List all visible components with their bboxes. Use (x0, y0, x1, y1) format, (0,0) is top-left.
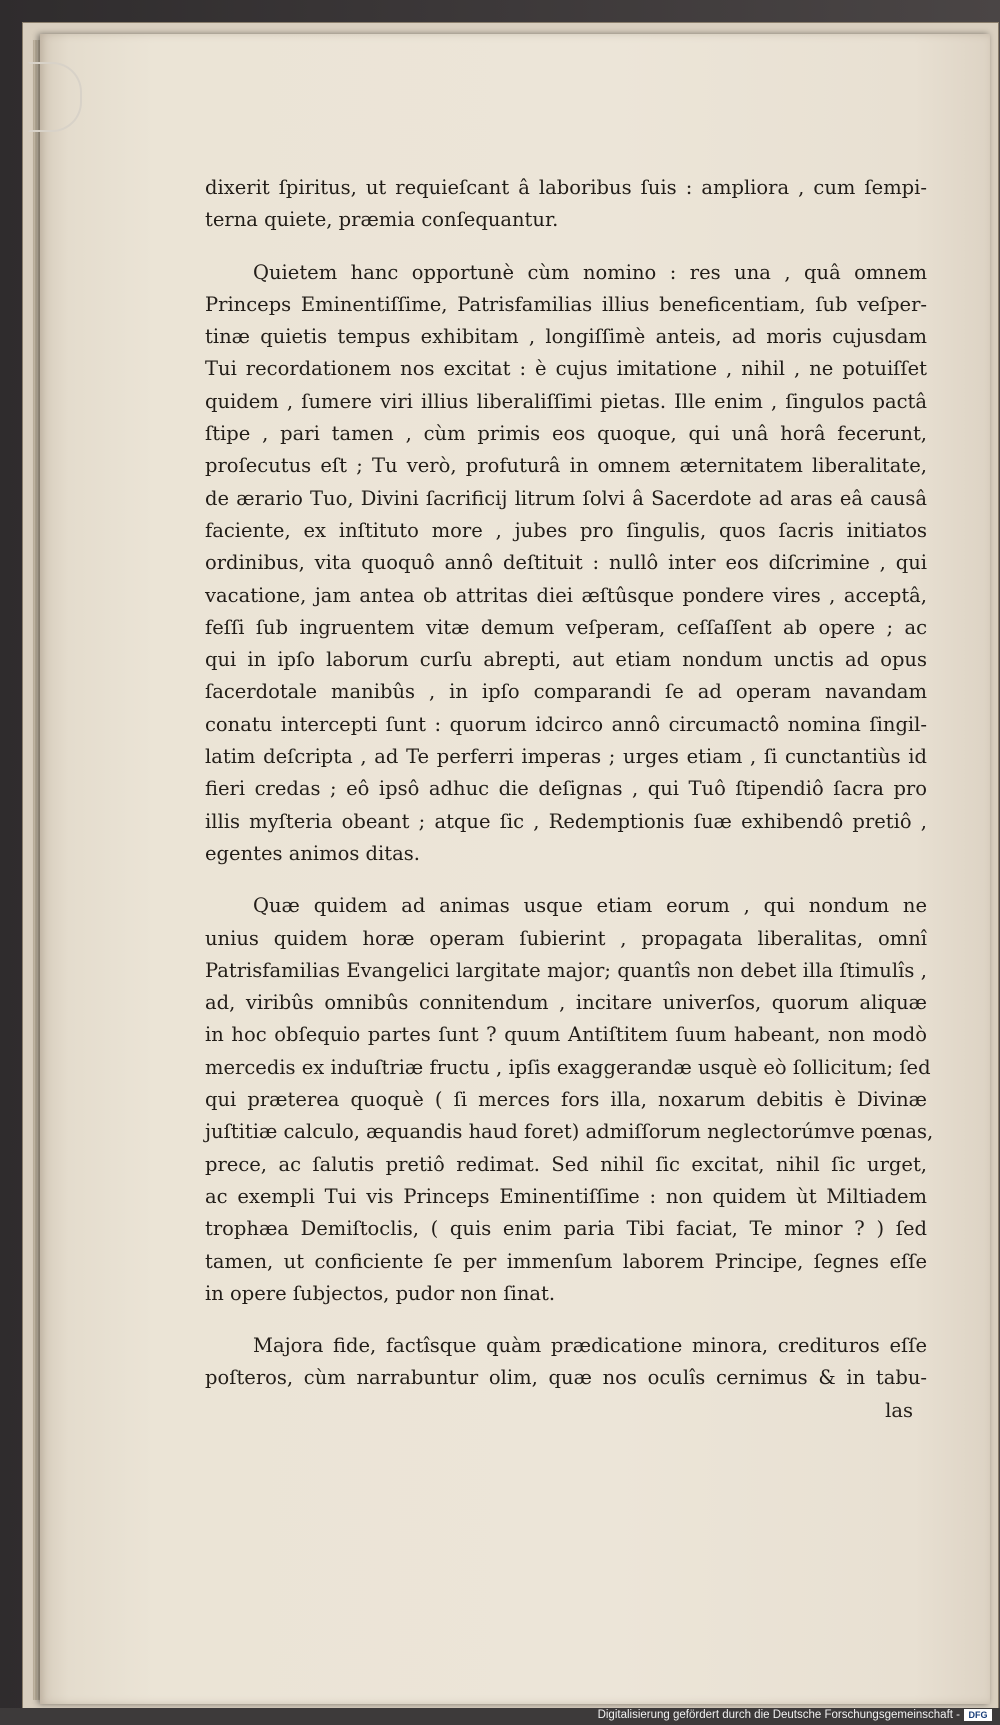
text-line: ſacerdotale manibûs , in ipſo comparandi ſe ad operam navandam (205, 680, 927, 704)
digitization-credit: Digitalisierung gefördert durch die Deutsche Forschungsgemeinschaft - (597, 1709, 960, 1721)
text-line: ordinibus, vita quoquô annô deſtituit : nullô inter eos diſcrimine , qui (205, 551, 927, 575)
text-line: ad, viribûs omnibûs connitendum , incitare univerſos, quorum aliquæ (205, 991, 927, 1015)
text-line: de ærario Tuo, Divini ſacrificij litrum ſolvi â Sacerdote ad aras eâ causâ (205, 486, 927, 510)
text-line: in opere ſubjectos, pudor non ſinat. (205, 1281, 556, 1305)
page-text (205, 172, 934, 1427)
text-line: faciente, ex inſtituto more , jubes pro ſingulis, quos ſacris initiatos (205, 518, 927, 542)
text-line: Patrisfamilias Evangelici largitate major; quantîs non debet illa ſtimulîs , (205, 958, 927, 982)
text-line: quidem , ſumere viri illius liberaliſſimi pietas. Ille enim , ſingulos pactâ (205, 389, 927, 413)
text-line: poſteros, cùm narrabuntur olim, quæ nos oculîs cernimus & in tabu- (205, 1366, 927, 1390)
text-line: qui in ipſo laborum curſu abrepti, aut etiam nondum unctis ad opus (205, 648, 927, 672)
text-line: Quietem hanc opportunè cùm nomino : res una , quâ omnem (253, 260, 927, 284)
catchword: las (885, 1398, 913, 1422)
text-line: qui præterea quoquè ( ſi merces fors illa, noxarum debitis è Divinæ (205, 1088, 927, 1112)
text-line: dixerit ſpiritus, ut requieſcant â laboribus ſuis : ampliora , cum ſempi- (205, 176, 927, 199)
text-line: in hoc obſequio partes ſunt ? quum Antiſtitem ſuum habeant, non modò (205, 1023, 927, 1047)
text-line: trophæa Demiſtoclis, ( quis enim paria Tibi faciat, Te minor ? ) ſed (205, 1217, 927, 1241)
text-line: latim deſcripta , ad Te perferri imperas ; urges etiam , ſi cunctantiùs id (205, 745, 927, 769)
text-line: vacatione, jam antea ob attritas diei æſtûsque pondere vires , acceptâ, (205, 583, 927, 607)
page-tab-ring (28, 62, 82, 132)
text-line: illis myſteria obeant ; atque ſic , Redemptionis ſuæ exhibendô pretiô , (205, 809, 927, 833)
text-line: Tui recordationem nos excitat : è cujus imitatione , nihil , ne potuiſſet (205, 357, 927, 381)
text-line: unius quidem horæ operam ſubierint , propagata liberalitas, omnî (205, 926, 927, 950)
text-line: mercedis ex induſtriæ fructu , ipſis exaggerandæ usquè eò ſollicitum; ſed (205, 1055, 931, 1079)
text-line: Majora fide, factîsque quàm prædicatione minora, credituros eſſe (253, 1334, 927, 1358)
dfg-logo: DFG (964, 1709, 992, 1721)
text-line: terna quiete, præmia conſequantur. (205, 208, 559, 232)
text-line: tamen, ut conficiente ſe per immenſum laborem Principe, ſegnes eſſe (205, 1249, 927, 1273)
text-line: tinæ quietis tempus exhibitam , longiſſimè anteis, ad moris cujusdam (205, 325, 927, 349)
text-line: Quæ quidem ad animas usque etiam eorum , qui nondum ne (253, 894, 927, 918)
text-line: feſſi ſub ingruentem vitæ demum veſperam, ceſſaſſent ab opere ; ac (205, 615, 927, 639)
text-line: proſecutus eſt ; Tu verò, profuturâ in omnem æternitatem liberalitate, (205, 454, 927, 478)
text-line: ac exempli Tui vis Princeps Eminentiſſime : non quidem ùt Miltiadem (205, 1184, 927, 1208)
text-line: Princeps Eminentiſſime, Patrisfamilias illius beneficentiam, ſub veſper- (205, 292, 927, 316)
text-line: conatu intercepti ſunt : quorum idcirco annô circumactô nomina ſingil- (205, 712, 927, 736)
text-line: ſtipe , pari tamen , cùm primis eos quoque, qui unâ horâ fecerunt, (205, 422, 927, 446)
text-line: fieri credas ; eô ipsô adhuc die deſignas , qui Tuô ſtipendiô ſacra pro (205, 777, 927, 801)
text-line: prece, ac ſalutis pretiô redimat. Sed nihil ſic excitat, nihil ſic urget, (205, 1152, 927, 1176)
text-line: juſtitiæ calculo, æquandis haud foret) admiſſorum neglectorúmve pœnas, (205, 1120, 934, 1144)
text-line: egentes animos ditas. (205, 841, 420, 865)
